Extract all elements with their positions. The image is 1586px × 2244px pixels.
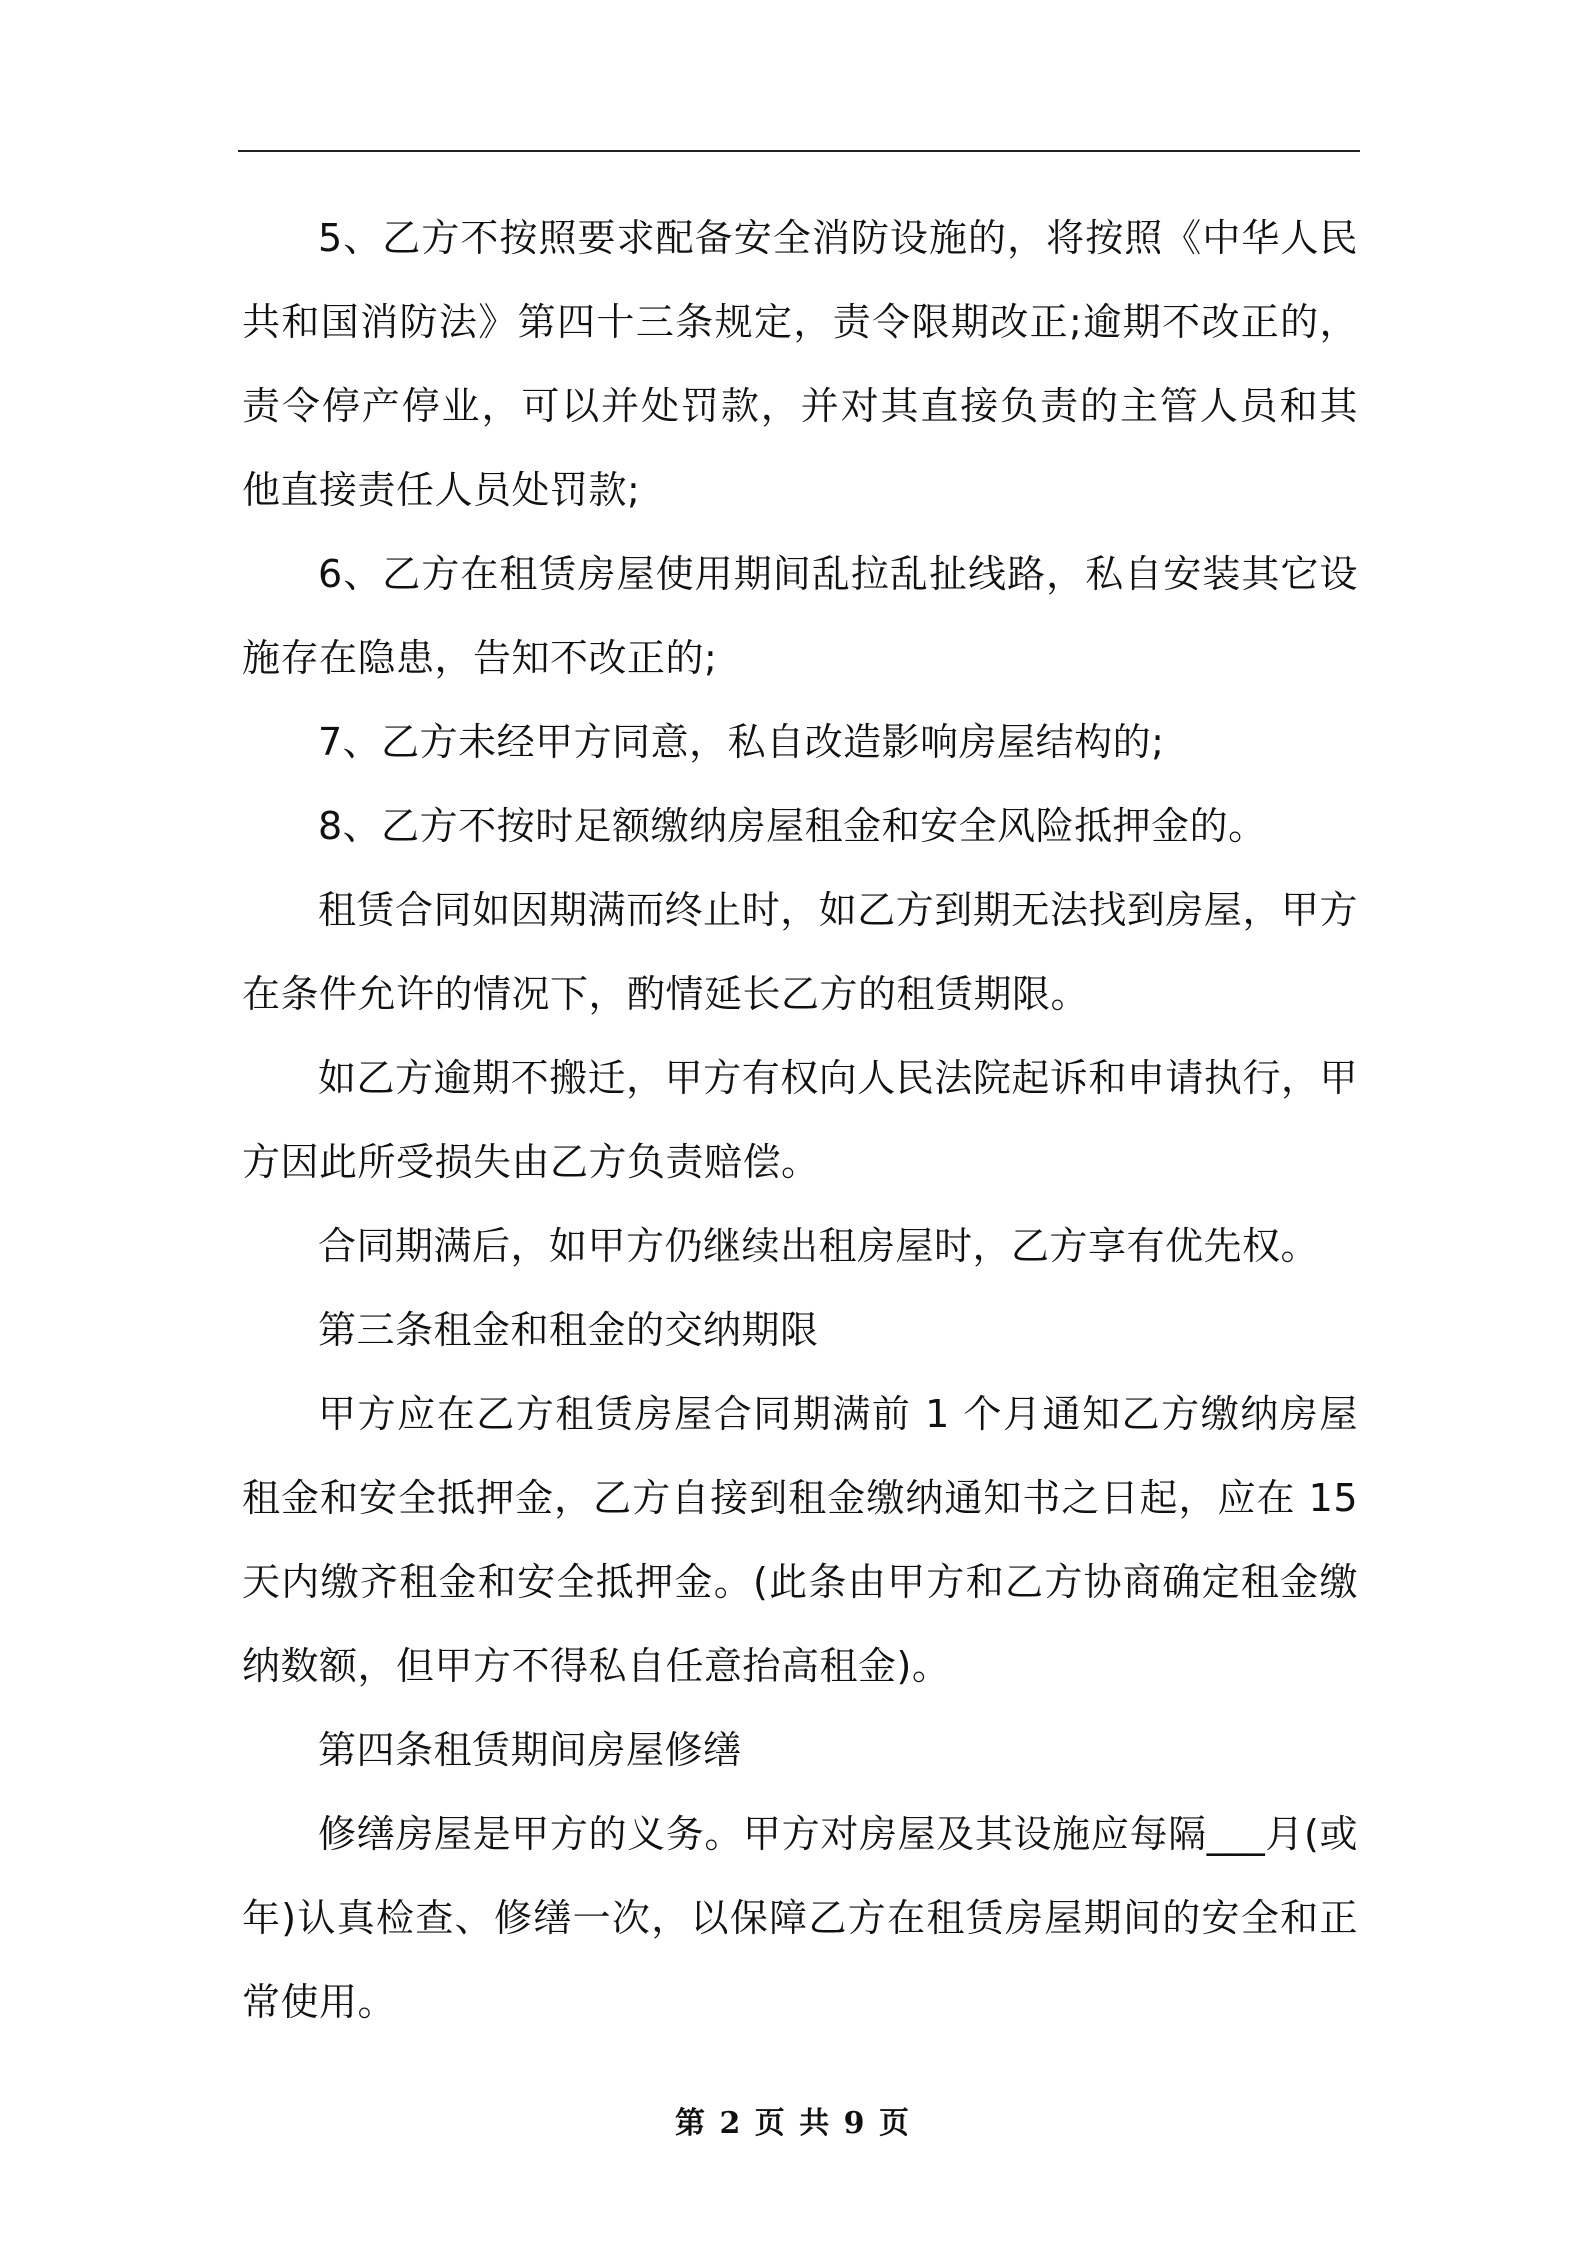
document-body	[242, 196, 1358, 2044]
paragraph-clause-6: 6、乙方在租赁房屋使用期间乱拉乱扯线路，私自安装其它设施存在隐患，告知不改正的;	[242, 552, 1358, 680]
paragraph-lease-extension: 租赁合同如因期满而终止时，如乙方到期无法找到房屋，甲方在条件允许的情况下，酌情延长乙方的租赁期限。	[242, 888, 1358, 1016]
paragraph-repairs: 修缮房屋是甲方的义务。甲方对房屋及其设施应每隔___月(或年)认真检查、修缮一次，以保障乙方在租赁房屋期间的安全和正常使用。	[242, 1812, 1358, 2024]
section-heading-article-4: 第四条租赁期间房屋修缮	[318, 1728, 742, 1772]
page-number-footer: 第 2 页 共 9 页	[675, 2106, 911, 2141]
section-heading-article-3: 第三条租金和租金的交纳期限	[318, 1308, 819, 1352]
paragraph-clause-8: 8、乙方不按时足额缴纳房屋租金和安全风险抵押金的。	[318, 804, 1267, 848]
paragraph-overdue-relocation: 如乙方逾期不搬迁，甲方有权向人民法院起诉和申请执行，甲方因此所受损失由乙方负责赔偿。	[242, 1056, 1358, 1184]
paragraph-rent-payment: 甲方应在乙方租赁房屋合同期满前 1 个月通知乙方缴纳房屋租金和安全抵押金，乙方自接到租金缴纳通知书之日起，应在 15 天内缴齐租金和安全抵押金。(此条由甲方和乙方协商确定租金缴纳数额，但甲方不得私自任意抬高租金)。	[242, 1392, 1358, 1688]
paragraph-priority-right: 合同期满后，如甲方仍继续出租房屋时，乙方享有优先权。	[318, 1224, 1320, 1268]
paragraph-clause-7: 7、乙方未经甲方同意，私自改造影响房屋结构的;	[318, 720, 1165, 764]
header-divider	[238, 150, 1360, 152]
paragraph-clause-5: 5、乙方不按照要求配备安全消防设施的，将按照《中华人民共和国消防法》第四十三条规定，责令限期改正;逾期不改正的，责令停产停业，可以并处罚款，并对其直接负责的主管人员和其他直接责任人员处罚款;	[242, 216, 1358, 512]
